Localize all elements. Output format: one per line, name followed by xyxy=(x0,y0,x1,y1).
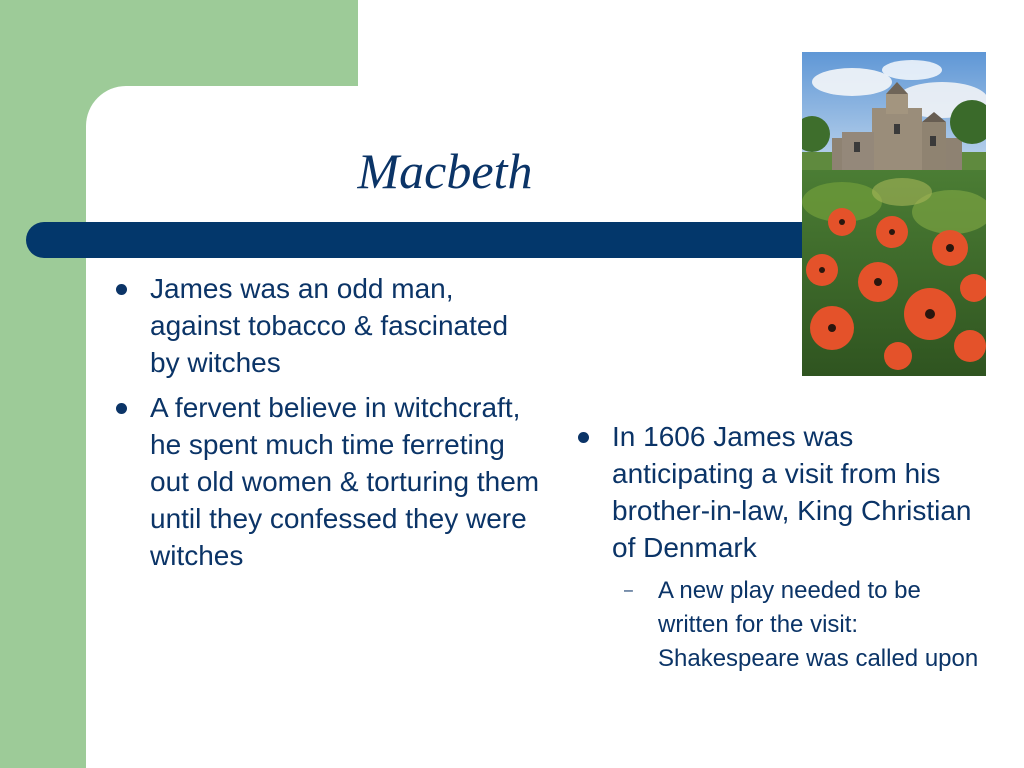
left-bullet-text: A fervent believe in witchcraft, he spent much time ferreting out old women & torturing them until they confessed they were witches xyxy=(150,392,540,571)
right-bullet-list xyxy=(574,418,994,676)
bullet-dot-icon xyxy=(116,403,127,414)
bullet-dot-icon xyxy=(116,284,127,295)
right-bullet-text: In 1606 James was anticipating a visit from his brother-in-law, King Christian of Denmark xyxy=(612,421,972,563)
left-bullet-text: James was an odd man, against tobacco & fascinated by witches xyxy=(150,273,509,378)
right-sub-bullet-text: A new play needed to be written for the visit: Shakespeare was called upon xyxy=(658,577,979,672)
right-bullet-item xyxy=(574,418,994,566)
left-bullet-list xyxy=(112,270,542,582)
bullet-dot-icon xyxy=(578,432,589,443)
slide-title: Macbeth xyxy=(357,143,533,199)
castle-garden-image xyxy=(802,52,986,376)
left-bullet-item xyxy=(112,389,542,574)
left-bullet-item xyxy=(112,270,542,381)
title-divider-bar xyxy=(26,222,816,258)
right-sub-bullet-item xyxy=(612,574,994,676)
dash-icon: – xyxy=(624,582,633,599)
castle-garden-photo xyxy=(802,52,986,376)
